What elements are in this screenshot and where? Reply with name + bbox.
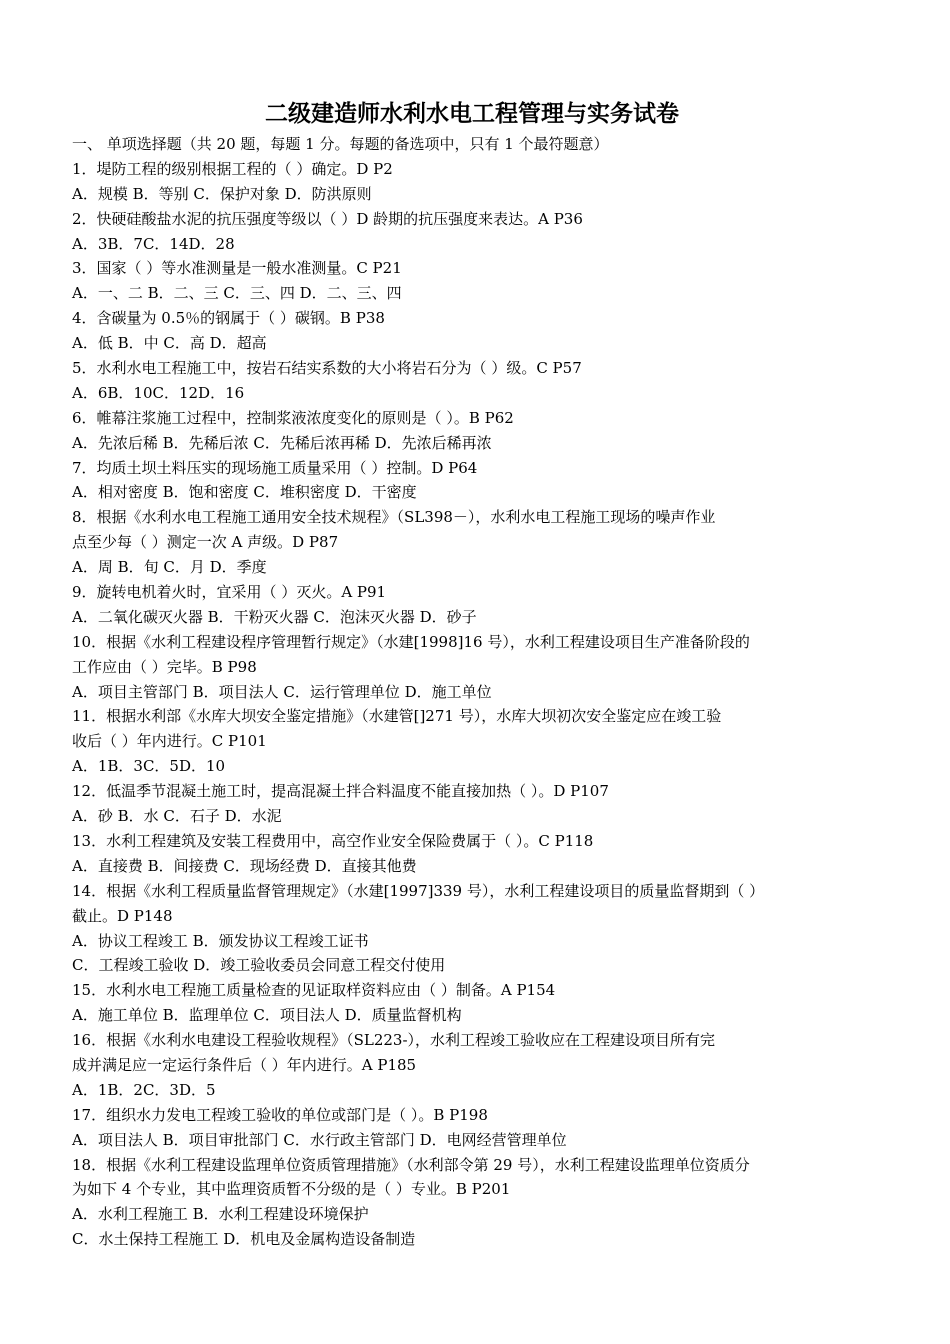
text-line: A．先浓后稀 B．先稀后浓 C．先稀后浓再稀 D．先浓后稀再浓 (72, 433, 492, 452)
text-line: 16．根据《水利水电建设工程验收规程》（SL223-），水利工程竣工验收应在工程建设项目所有完 (72, 1031, 716, 1050)
text-line: A．直接费 B．间接费 C．现场经费 D．直接其他费 (72, 856, 417, 875)
text-line: 成并满足应一定运行条件后（ ）年内进行。A P185 (72, 1055, 417, 1074)
text-line: 截止。D P148 (72, 906, 173, 925)
text-line: A．6B．10C．12D．16 (72, 383, 245, 402)
text-line: A．项目法人 B．项目审批部门 C．水行政主管部门 D．电网经营管理单位 (72, 1130, 567, 1149)
document-page (72, 96, 872, 1252)
text-line: 工作应由（ ）完毕。B P98 (72, 657, 257, 676)
text-line: 13．水利工程建筑及安装工程费用中，高空作业安全保险费属于（ ）。C P118 (72, 831, 594, 850)
text-line: A．1B．3C．5D．10 (72, 757, 226, 776)
text-line: 17．组织水力发电工程竣工验收的单位或部门是（ ）。B P198 (72, 1105, 488, 1124)
text-line: A．水利工程施工 B．水利工程建设环境保护 (72, 1205, 369, 1224)
text-line: 点至少每（ ）测定一次 A 声级。D P87 (72, 533, 339, 552)
question-list (72, 132, 872, 1252)
text-line: 11．根据水利部《水库大坝安全鉴定措施》（水建管[]271 号），水库大坝初次安全鉴定应在竣工验 (72, 707, 722, 726)
text-line: 7．均质土坝土料压实的现场施工质量采用（ ）控制。D P64 (72, 458, 478, 477)
text-line: A．施工单位 B．监理单位 C．项目法人 D．质量监督机构 (72, 1006, 462, 1025)
text-line: 8．根据《水利水电工程施工通用安全技术规程》（SL398－），水利水电工程施工现场的噪声作业 (72, 508, 716, 527)
text-line: A．项目主管部门 B．项目法人 C．运行管理单位 D．施工单位 (72, 682, 492, 701)
text-line: 6．帷幕注浆施工过程中，控制浆液浓度变化的原则是（ ）。B P62 (72, 408, 514, 427)
text-line: C．水土保持工程施工 D．机电及金属构造设备制造 (72, 1230, 416, 1249)
text-line: C．工程竣工验收 D．竣工验收委员会同意工程交付使用 (72, 956, 446, 975)
text-line: A．二氧化碳灭火器 B．干粉灭火器 C．泡沫灭火器 D．砂子 (72, 607, 477, 626)
text-line: 1．堤防工程的级别根据工程的（ ）确定。D P2 (72, 159, 393, 178)
text-line: A．相对密度 B．饱和密度 C．堆积密度 D．干密度 (72, 483, 417, 502)
text-line: 收后（ ）年内进行。C P101 (72, 732, 267, 751)
text-line: 14．根据《水利工程质量监督管理规定》（水建[1997]339 号），水利工程建设项目的质量监督期到（ ） (72, 881, 765, 900)
text-line: A．3B．7C．14D．28 (72, 234, 235, 253)
text-line: A．协议工程竣工 B．颁发协议工程竣工证书 (72, 931, 369, 950)
text-line: 9．旋转电机着火时，宜采用（ ）灭火。A P91 (72, 583, 387, 602)
text-line: A．砂 B．水 C．石子 D．水泥 (72, 807, 282, 826)
text-line: 为如下 4 个专业，其中监理资质暂不分级的是（ ）专业。B P201 (72, 1180, 511, 1199)
text-line: A．一、二 B．二、三 C．三、四 D．二、三、四 (72, 284, 402, 303)
text-line: 5．水利水电工程施工中，按岩石结实系数的大小将岩石分为（ ）级。C P57 (72, 359, 582, 378)
text-line: 4．含碳量为 0.5％的钢属于（ ）碳钢。B P38 (72, 309, 385, 328)
text-line: 12．低温季节混凝土施工时，提高混凝土拌合料温度不能直接加热（ ）。D P107 (72, 782, 609, 801)
text-line: 18．根据《水利工程建设监理单位资质管理措施》（水利部令第 29 号），水利工程建设监理单位资质分 (72, 1155, 750, 1174)
text-line: 10．根据《水利工程建设程序管理暂行规定》（水建[1998]16 号），水利工程建设项目生产准备阶段的 (72, 632, 750, 651)
text-line: 2．快硬硅酸盐水泥的抗压强度等级以（ ）D 龄期的抗压强度来表达。A P36 (72, 209, 583, 228)
text-line: A．1B．2C．3D．5 (72, 1080, 216, 1099)
text-line: 3．国家（ ）等水准测量是一般水准测量。C P21 (72, 259, 402, 278)
text-line: A．规模 B．等别 C．保护对象 D．防洪原则 (72, 184, 372, 203)
document-title: 二级建造师水利水电工程管理与实务试卷 (265, 100, 679, 127)
text-line: A．低 B．中 C．高 D．超高 (72, 334, 267, 353)
text-line: 一、 单项选择题（共 20 题，每题 1 分。每题的备选项中，只有 1 个最符题意） (72, 135, 609, 153)
text-line: A．周 B．旬 C．月 D．季度 (72, 558, 267, 577)
text-line: 15．水利水电工程施工质量检查的见证取样资料应由（ ）制备。A P154 (72, 981, 556, 1000)
